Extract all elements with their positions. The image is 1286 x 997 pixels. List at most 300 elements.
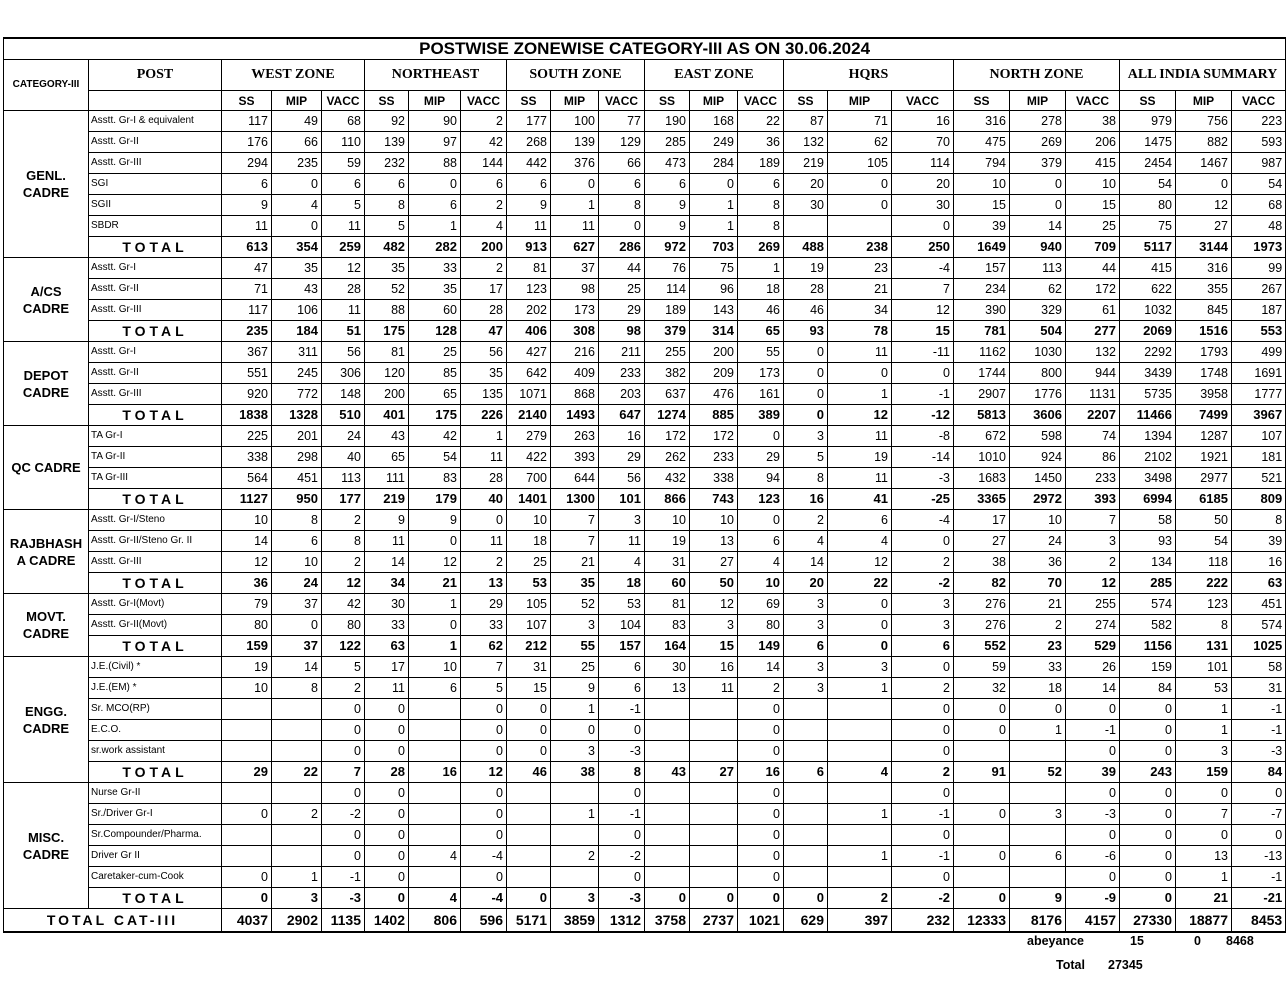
value-cell: 2 [892,552,954,573]
total-value: 0 [645,888,690,909]
value-cell: 5 [322,657,365,678]
value-cell [784,825,828,846]
total-label: TOTAL [89,405,222,426]
grand-total-value: 8176 [1010,909,1066,933]
value-cell: 106 [272,300,322,321]
total-value: 259 [322,237,365,258]
subheader-ss: SS [222,91,272,111]
value-cell: 14 [222,531,272,552]
value-cell: -8 [892,426,954,447]
value-cell: 415 [1120,258,1176,279]
value-cell: 2 [892,678,954,699]
value-cell: 65 [365,447,409,468]
subheader-vacc: VACC [1066,91,1120,111]
total-value: 28 [365,762,409,783]
total-value: -12 [892,405,954,426]
total-value: 43 [645,762,690,783]
total-value: 1649 [954,237,1010,258]
value-cell: 1 [690,216,738,237]
value-cell [222,825,272,846]
value-cell: 3498 [1120,468,1176,489]
total-value: 51 [322,321,365,342]
total-value: 20 [784,573,828,594]
value-cell [954,867,1010,888]
value-cell: 173 [738,363,784,384]
value-cell [409,699,461,720]
total-value: 219 [365,489,409,510]
value-cell: 42 [322,594,365,615]
value-cell: 27 [690,552,738,573]
zone-header: NORTH ZONE [954,60,1120,91]
value-cell: 62 [828,132,892,153]
value-cell: 16 [599,426,645,447]
value-cell [409,783,461,804]
value-cell: 13 [1176,846,1232,867]
value-cell: 58 [1232,657,1286,678]
post-name: Sr.Compounder/Pharma. [89,825,222,846]
zone-header: ALL INDIA SUMMARY [1120,60,1286,91]
total-value: 36 [222,573,272,594]
value-cell: 1 [461,426,507,447]
value-cell [1010,867,1066,888]
grand-total-value: 1021 [738,909,784,933]
value-cell: 1467 [1176,153,1232,174]
value-cell: 422 [507,447,551,468]
value-cell: 475 [954,132,1010,153]
value-cell: 44 [1066,258,1120,279]
value-cell: 3 [1176,741,1232,762]
value-cell: 15 [1066,195,1120,216]
total-value: 12 [461,762,507,783]
table-row [4,825,1286,846]
value-cell: 882 [1176,132,1232,153]
post-name: Caretaker-cum-Cook [89,867,222,888]
value-cell: 0 [599,825,645,846]
total-value: 3606 [1010,405,1066,426]
post-name: TA Gr-I [89,426,222,447]
total-value: 82 [954,573,1010,594]
total-value: 177 [322,489,365,510]
value-cell: 70 [892,132,954,153]
value-cell: 0 [507,699,551,720]
value-cell: 0 [828,363,892,384]
value-cell: 0 [461,699,507,720]
value-cell: 93 [1120,531,1176,552]
value-cell [690,720,738,741]
total-value: 11466 [1120,405,1176,426]
value-cell: 2977 [1176,468,1232,489]
grand-total-value: 3758 [645,909,690,933]
total-value: 27 [690,762,738,783]
value-cell: 10 [1066,174,1120,195]
table-row [4,363,1286,384]
total-value: 1493 [551,405,599,426]
value-cell: 311 [272,342,322,363]
value-cell: 6 [322,174,365,195]
value-cell: 2 [461,552,507,573]
value-cell: 233 [690,447,738,468]
value-cell: 800 [1010,363,1066,384]
value-cell: 56 [599,468,645,489]
value-cell [784,783,828,804]
value-cell: 20 [784,174,828,195]
total-value: 277 [1066,321,1120,342]
total-value: 63 [365,636,409,657]
value-cell: 0 [1010,174,1066,195]
value-cell: 38 [1066,111,1120,132]
value-cell: 0 [1120,741,1176,762]
value-cell [645,825,690,846]
subheader-mip: MIP [690,91,738,111]
value-cell: 233 [1066,468,1120,489]
total-value: 78 [828,321,892,342]
value-cell [507,867,551,888]
value-cell: 3 [784,657,828,678]
value-cell: 16 [1232,552,1286,573]
value-cell: -1 [1232,720,1286,741]
post-name: Asstt. Gr-II(Movt) [89,615,222,636]
value-cell: 0 [365,804,409,825]
value-cell: 76 [645,258,690,279]
value-cell: -1 [1232,699,1286,720]
value-cell: 11 [507,216,551,237]
total-value: 37 [272,636,322,657]
value-cell: 3 [599,510,645,531]
value-cell: 3 [551,615,599,636]
total-value: 1973 [1232,237,1286,258]
value-cell: 6 [599,174,645,195]
post-name: Asstt. Gr-I & equivalent [89,111,222,132]
value-cell [828,783,892,804]
value-cell: 101 [1176,657,1232,678]
value-cell: 376 [551,153,599,174]
value-cell: 17 [365,657,409,678]
value-cell: 61 [1066,300,1120,321]
post-name: TA Gr-III [89,468,222,489]
total-value: 10 [738,573,784,594]
value-cell: 0 [954,699,1010,720]
value-cell: 8 [738,195,784,216]
table-row [4,531,1286,552]
value-cell: 499 [1232,342,1286,363]
value-cell: 55 [738,342,784,363]
total-value: 175 [365,321,409,342]
total-value: 60 [645,573,690,594]
total-value: 46 [507,762,551,783]
value-cell [690,804,738,825]
value-cell [690,867,738,888]
value-cell [272,825,322,846]
value-cell [222,741,272,762]
value-cell: 80 [738,615,784,636]
value-cell: 1 [738,258,784,279]
grand-total-value: 806 [409,909,461,933]
value-cell: 2 [322,510,365,531]
value-cell: 10 [690,510,738,531]
value-cell: 9 [409,510,461,531]
value-cell [222,783,272,804]
total-value: 6994 [1120,489,1176,510]
value-cell: 17 [954,510,1010,531]
total-value: 0 [507,888,551,909]
value-cell: 10 [507,510,551,531]
total-value: 35 [551,573,599,594]
total-value: 379 [645,321,690,342]
subheader-mip: MIP [409,91,461,111]
value-cell [645,867,690,888]
value-cell: 9 [365,510,409,531]
post-name: Asstt. Gr-III [89,552,222,573]
total-value: 3967 [1232,405,1286,426]
value-cell: 0 [1066,783,1120,804]
value-cell: 225 [222,426,272,447]
total-value: 38 [551,762,599,783]
value-cell: -2 [599,846,645,867]
value-cell: 3958 [1176,384,1232,405]
value-cell: 0 [892,720,954,741]
abeyance-vacc: 8468 [1226,934,1254,948]
value-cell [409,720,461,741]
grand-total-value: 4157 [1066,909,1120,933]
value-cell: 551 [222,363,272,384]
value-cell: 161 [738,384,784,405]
value-cell: 159 [1120,657,1176,678]
value-cell: 0 [322,699,365,720]
value-cell: 42 [461,132,507,153]
category-cell: QC CADRE [4,426,89,510]
total-value: 62 [461,636,507,657]
value-cell: 979 [1120,111,1176,132]
total-row [4,237,1286,258]
value-cell: 39 [1232,531,1286,552]
total-value: 529 [1066,636,1120,657]
post-header: POST [89,60,222,91]
value-cell: 77 [599,111,645,132]
value-cell: 88 [409,153,461,174]
value-cell [784,699,828,720]
value-cell: 100 [551,111,599,132]
total-row [4,762,1286,783]
value-cell: 33 [365,615,409,636]
value-cell: 53 [599,594,645,615]
value-cell: 7 [892,279,954,300]
value-cell: 0 [409,615,461,636]
value-cell: 2 [784,510,828,531]
value-cell: -7 [1232,804,1286,825]
value-cell [1010,741,1066,762]
value-cell: 12 [409,552,461,573]
value-cell: 74 [1066,426,1120,447]
total-value: -2 [892,888,954,909]
value-cell: -14 [892,447,954,468]
value-cell: 177 [507,111,551,132]
post-name: Asstt. Gr-II/Steno Gr. II [89,531,222,552]
value-cell: 2 [272,804,322,825]
value-cell: 4 [272,195,322,216]
value-cell [222,720,272,741]
total-value: 4 [409,888,461,909]
table-row [4,657,1286,678]
total-value: 553 [1232,321,1286,342]
total-value: 0 [828,636,892,657]
value-cell: 0 [1010,195,1066,216]
value-cell: 0 [954,846,1010,867]
total-value: 0 [784,888,828,909]
total-value: 250 [892,237,954,258]
value-cell: 29 [599,447,645,468]
total-value: 15 [690,636,738,657]
value-cell: 1287 [1176,426,1232,447]
value-cell: 54 [1232,174,1286,195]
value-cell: 28 [784,279,828,300]
total-row [4,888,1286,909]
value-cell: 12 [222,552,272,573]
grand-total-value: 596 [461,909,507,933]
value-cell: 0 [1120,825,1176,846]
value-cell: 4 [738,552,784,573]
value-cell: 1 [828,384,892,405]
value-cell: 14 [784,552,828,573]
post-name: E.C.O. [89,720,222,741]
value-cell: 104 [599,615,645,636]
subheader-ss: SS [365,91,409,111]
total-value: 21 [1176,888,1232,909]
value-cell: 209 [690,363,738,384]
value-cell: 0 [738,426,784,447]
total-value: 7 [322,762,365,783]
total-value: 0 [222,888,272,909]
total-value: 47 [461,321,507,342]
grand-total-label: TOTAL CAT-III [4,909,222,933]
value-cell: 0 [1232,825,1286,846]
value-cell: 235 [272,153,322,174]
total-value: 743 [690,489,738,510]
table-row [4,132,1286,153]
post-name: Nurse Gr-II [89,783,222,804]
value-cell: 1 [828,846,892,867]
total-value: 2 [892,762,954,783]
value-cell: 3 [784,678,828,699]
value-cell: 0 [461,825,507,846]
value-cell [507,783,551,804]
table-row [4,699,1286,720]
value-cell: 0 [599,783,645,804]
value-cell: 33 [1010,657,1066,678]
value-cell: 8 [599,195,645,216]
value-cell: 96 [690,279,738,300]
value-cell: 14 [365,552,409,573]
value-cell [690,699,738,720]
value-cell: 219 [784,153,828,174]
value-cell: 11 [365,678,409,699]
value-cell: 6 [599,678,645,699]
value-cell: 12 [828,552,892,573]
value-cell: 285 [645,132,690,153]
zone-header: NORTHEAST [365,60,507,91]
value-cell: 30 [645,657,690,678]
total-value: 123 [738,489,784,510]
value-cell: 211 [599,342,645,363]
value-cell: 8 [1176,615,1232,636]
total-value: -4 [461,888,507,909]
value-cell: 8 [1232,510,1286,531]
grand-total-value: 2902 [272,909,322,933]
value-cell: 38 [954,552,1010,573]
total-value: 39 [1066,762,1120,783]
value-cell [954,783,1010,804]
value-cell: 107 [507,615,551,636]
value-cell: 19 [645,531,690,552]
total-value: 16 [409,762,461,783]
value-cell: 189 [645,300,690,321]
value-cell: 276 [954,615,1010,636]
value-cell: 117 [222,111,272,132]
value-cell: 21 [828,279,892,300]
value-cell: 598 [1010,426,1066,447]
value-cell: 0 [1232,783,1286,804]
value-cell: 40 [322,447,365,468]
value-cell: 9 [507,195,551,216]
value-cell: 279 [507,426,551,447]
table-row [4,510,1286,531]
value-cell: 1010 [954,447,1010,468]
total-value: 401 [365,405,409,426]
value-cell: 0 [1010,699,1066,720]
value-cell [409,804,461,825]
value-cell: 81 [645,594,690,615]
value-cell: -4 [892,510,954,531]
total-value: 84 [1232,762,1286,783]
value-cell: 0 [738,720,784,741]
total-label: TOTAL [89,573,222,594]
value-cell: 43 [365,426,409,447]
total-value: 0 [738,888,784,909]
value-cell: 202 [507,300,551,321]
value-cell: 68 [322,111,365,132]
post-name: Sr. MCO(RP) [89,699,222,720]
total-value: 175 [409,405,461,426]
total-value: 9 [1010,888,1066,909]
total-value: 16 [784,489,828,510]
subheader-vacc: VACC [322,91,365,111]
value-cell: 9 [222,195,272,216]
total-value: 5117 [1120,237,1176,258]
post-name: Asstt. Gr-II [89,279,222,300]
post-name: SGI [89,174,222,195]
abeyance-total-ss: 27345 [1108,958,1143,972]
total-label: TOTAL [89,888,222,909]
value-cell: 8 [784,468,828,489]
value-cell: 267 [1232,279,1286,300]
zone-header: SOUTH ZONE [507,60,645,91]
value-cell: 0 [892,783,954,804]
total-value: 55 [551,636,599,657]
value-cell [645,804,690,825]
value-cell: 80 [222,615,272,636]
value-cell: 0 [1066,741,1120,762]
total-value: 235 [222,321,272,342]
value-cell: 75 [1120,216,1176,237]
total-value: 200 [461,237,507,258]
total-value: 4 [828,762,892,783]
total-value: 3365 [954,489,1010,510]
value-cell: 2102 [1120,447,1176,468]
value-cell [690,825,738,846]
value-cell: 6 [507,174,551,195]
value-cell: 263 [551,426,599,447]
value-cell [784,216,828,237]
total-label: TOTAL [89,762,222,783]
